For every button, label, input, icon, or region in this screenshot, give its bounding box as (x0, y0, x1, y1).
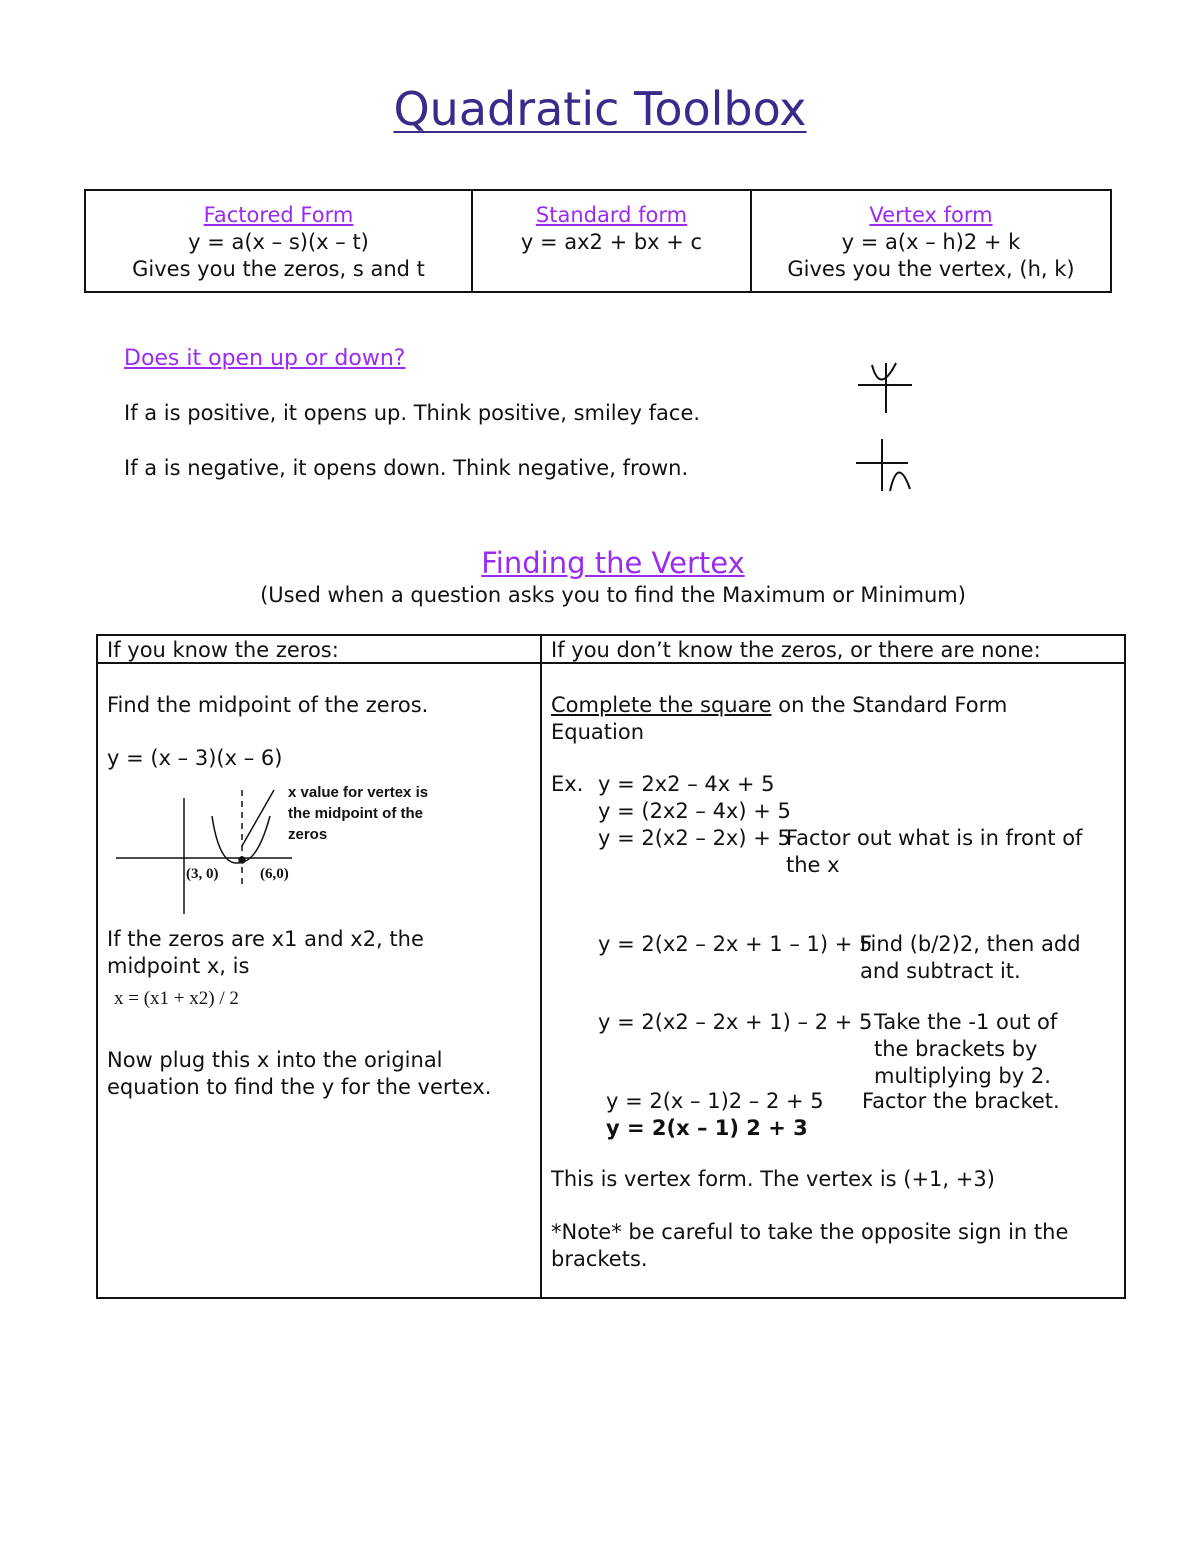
step-7-eq: y = 2(x – 1) 2 + 3 (606, 1116, 808, 1140)
opens-question: Does it open up or down? (124, 346, 406, 371)
complete-square-term: Complete the square (551, 693, 772, 717)
note-text: *Note* be careful to take the opposite sign in the brackets. (551, 1220, 1069, 1271)
plug-text: Now plug this x into the original equation to find the y for the vertex. (107, 1048, 492, 1099)
zeros-text: If the zeros are x1 and x2, the midpoint x, is (107, 927, 424, 978)
vertex-form-cell (750, 191, 1110, 291)
zeros-graph (112, 776, 312, 916)
left-col-header: If you know the zeros: (107, 638, 339, 662)
right-col-header: If you don’t know the zeros, or there are none: (551, 638, 1041, 662)
standard-form-heading: Standard form (535, 203, 688, 227)
step-4-note: Find (b/2)2, then add and subtract it. (860, 932, 1081, 983)
factored-form-equation: y = a(x – s)(x – t) (188, 230, 369, 254)
step-6-eq: y = 2(x – 1)2 – 2 + 5 (606, 1089, 824, 1113)
graph-annotation: x value for vertex is the midpoint of the zeros (288, 784, 429, 843)
vertex-form-description: Gives you the vertex, (h, k) (787, 257, 1075, 281)
ex-label: Ex. (551, 772, 584, 796)
page-title: Quadratic Toolbox (393, 82, 807, 136)
vertex-table (96, 634, 1126, 1299)
step-6-note: Factor the bracket. (862, 1089, 1060, 1113)
midpoint-formula: x = (x1 + x2) / 2 (114, 988, 239, 1009)
vertex-section-heading: Finding the Vertex (481, 546, 745, 580)
step-3-note: Factor out what is in front of the x (786, 826, 1083, 877)
left-example: y = (x – 3)(x – 6) (107, 746, 283, 770)
point-label-b: (6,0) (260, 866, 289, 882)
step-4-eq: y = 2(x2 – 2x + 1 – 1) + 5 (598, 932, 873, 956)
right-intro: Complete the square on the Standard Form Equation (551, 693, 1008, 744)
opens-negative-text: If a is negative, it opens down. Think negative, frown. (124, 456, 689, 480)
factored-form-heading: Factored Form (203, 203, 354, 227)
step-2-eq: y = (2x2 – 4x) + 5 (598, 799, 791, 823)
standard-form-equation: y = ax2 + bx + c (520, 230, 703, 254)
factored-form-cell (86, 191, 471, 291)
left-intro: Find the midpoint of the zeros. (107, 693, 429, 717)
vertex-form-equation: y = a(x – h)2 + k (841, 230, 1021, 254)
factored-form-description: Gives you the zeros, s and t (132, 257, 425, 281)
parabola-sketch-icon (850, 355, 920, 495)
conclusion-text: This is vertex form. The vertex is (+1, +3) (551, 1167, 995, 1191)
step-1-eq: y = 2x2 – 4x + 5 (598, 772, 775, 796)
vertex-form-heading: Vertex form (869, 203, 993, 227)
step-5-eq: y = 2(x2 – 2x + 1) – 2 + 5 (598, 1010, 873, 1034)
forms-table (84, 189, 1112, 293)
vertex-section-subheading: (Used when a question asks you to find the Maximum or Minimum) (260, 583, 966, 607)
standard-form-cell (471, 191, 750, 291)
point-label-a: (3, 0) (186, 866, 219, 882)
column-divider (540, 636, 542, 1297)
opens-positive-text: If a is positive, it opens up. Think positive, smiley face. (124, 401, 701, 425)
step-3-eq: y = 2(x2 – 2x) + 5 (598, 826, 791, 850)
step-5-note: Take the -1 out of the brackets by multiplying by 2. (874, 1010, 1058, 1088)
